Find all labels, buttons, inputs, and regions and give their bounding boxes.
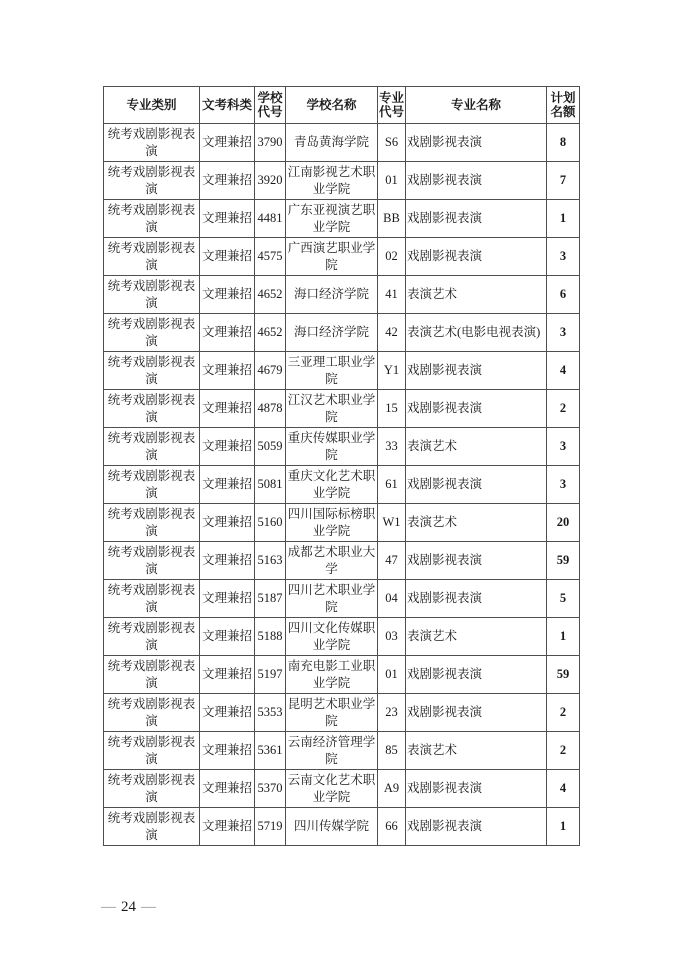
cell-category: 统考戏剧影视表演 — [104, 618, 200, 656]
cell-category: 统考戏剧影视表演 — [104, 390, 200, 428]
admission-plan-table — [103, 86, 580, 846]
cell-major_code: A9 — [378, 770, 406, 808]
cell-category: 统考戏剧影视表演 — [104, 770, 200, 808]
cell-school_code: 3790 — [255, 124, 286, 162]
cell-category: 统考戏剧影视表演 — [104, 504, 200, 542]
cell-category: 统考戏剧影视表演 — [104, 656, 200, 694]
cell-major_code: 33 — [378, 428, 406, 466]
cell-quota: 1 — [547, 808, 580, 846]
cell-major_code: 03 — [378, 618, 406, 656]
cell-category: 统考戏剧影视表演 — [104, 808, 200, 846]
cell-quota: 3 — [547, 238, 580, 276]
table-row — [104, 466, 580, 504]
cell-school_name: 南充电影工业职业学院 — [286, 656, 378, 694]
cell-exam_type: 文理兼招 — [200, 770, 255, 808]
table-row — [104, 352, 580, 390]
cell-school_code: 3920 — [255, 162, 286, 200]
cell-major_code: BB — [378, 200, 406, 238]
cell-major_name: 戏剧影视表演 — [406, 390, 547, 428]
cell-major_name: 戏剧影视表演 — [406, 770, 547, 808]
cell-category: 统考戏剧影视表演 — [104, 732, 200, 770]
cell-major_name: 戏剧影视表演 — [406, 466, 547, 504]
cell-quota: 2 — [547, 732, 580, 770]
cell-school_name: 江南影视艺术职业学院 — [286, 162, 378, 200]
cell-school_name: 四川国际标榜职业学院 — [286, 504, 378, 542]
table-row — [104, 618, 580, 656]
cell-major_name: 戏剧影视表演 — [406, 162, 547, 200]
cell-school_code: 4679 — [255, 352, 286, 390]
table-row — [104, 732, 580, 770]
cell-major_name: 戏剧影视表演 — [406, 238, 547, 276]
cell-major_code: 42 — [378, 314, 406, 352]
cell-exam_type: 文理兼招 — [200, 314, 255, 352]
cell-major_code: 85 — [378, 732, 406, 770]
cell-school_name: 云南经济管理学院 — [286, 732, 378, 770]
cell-school_code: 5719 — [255, 808, 286, 846]
cell-major_code: 02 — [378, 238, 406, 276]
cell-quota: 7 — [547, 162, 580, 200]
cell-school_name: 广西演艺职业学院 — [286, 238, 378, 276]
cell-category: 统考戏剧影视表演 — [104, 580, 200, 618]
cell-school_code: 5163 — [255, 542, 286, 580]
cell-major_code: 66 — [378, 808, 406, 846]
cell-major_name: 表演艺术 — [406, 618, 547, 656]
cell-major_code: S6 — [378, 124, 406, 162]
cell-school_code: 4652 — [255, 276, 286, 314]
cell-exam_type: 文理兼招 — [200, 390, 255, 428]
footer-right-dash: — — [141, 899, 156, 915]
cell-quota: 2 — [547, 694, 580, 732]
cell-quota: 3 — [547, 466, 580, 504]
cell-major_code: 01 — [378, 656, 406, 694]
cell-school_name: 重庆文化艺术职业学院 — [286, 466, 378, 504]
cell-quota: 3 — [547, 314, 580, 352]
cell-exam_type: 文理兼招 — [200, 808, 255, 846]
column-header-exam_type: 文考科类 — [200, 87, 255, 124]
cell-major_name: 表演艺术 — [406, 428, 547, 466]
cell-school_code: 5160 — [255, 504, 286, 542]
cell-category: 统考戏剧影视表演 — [104, 466, 200, 504]
cell-school_name: 四川艺术职业学院 — [286, 580, 378, 618]
cell-major_code: Y1 — [378, 352, 406, 390]
cell-quota: 1 — [547, 618, 580, 656]
cell-exam_type: 文理兼招 — [200, 352, 255, 390]
cell-major_name: 表演艺术 — [406, 276, 547, 314]
table-row — [104, 162, 580, 200]
cell-exam_type: 文理兼招 — [200, 276, 255, 314]
column-header-major_code: 专业代号 — [378, 87, 406, 124]
cell-exam_type: 文理兼招 — [200, 504, 255, 542]
cell-major_name: 戏剧影视表演 — [406, 808, 547, 846]
table-row — [104, 390, 580, 428]
cell-exam_type: 文理兼招 — [200, 618, 255, 656]
table-row — [104, 276, 580, 314]
cell-exam_type: 文理兼招 — [200, 200, 255, 238]
cell-major_code: 23 — [378, 694, 406, 732]
cell-category: 统考戏剧影视表演 — [104, 124, 200, 162]
cell-major_name: 戏剧影视表演 — [406, 656, 547, 694]
cell-major_name: 戏剧影视表演 — [406, 352, 547, 390]
cell-exam_type: 文理兼招 — [200, 428, 255, 466]
cell-category: 统考戏剧影视表演 — [104, 428, 200, 466]
cell-school_code: 5361 — [255, 732, 286, 770]
cell-category: 统考戏剧影视表演 — [104, 314, 200, 352]
table-row — [104, 770, 580, 808]
cell-quota: 59 — [547, 542, 580, 580]
cell-category: 统考戏剧影视表演 — [104, 162, 200, 200]
table-row — [104, 808, 580, 846]
cell-quota: 8 — [547, 124, 580, 162]
table-row — [104, 314, 580, 352]
cell-quota: 2 — [547, 390, 580, 428]
footer-left-dash: — — [101, 899, 116, 915]
cell-quota: 1 — [547, 200, 580, 238]
cell-school_code: 5059 — [255, 428, 286, 466]
cell-school_code: 5187 — [255, 580, 286, 618]
table-row — [104, 580, 580, 618]
cell-major_code: 61 — [378, 466, 406, 504]
column-header-school_code: 学校代号 — [255, 87, 286, 124]
cell-exam_type: 文理兼招 — [200, 656, 255, 694]
cell-category: 统考戏剧影视表演 — [104, 352, 200, 390]
table-row — [104, 504, 580, 542]
cell-school_name: 海口经济学院 — [286, 314, 378, 352]
cell-quota: 59 — [547, 656, 580, 694]
cell-category: 统考戏剧影视表演 — [104, 238, 200, 276]
cell-exam_type: 文理兼招 — [200, 238, 255, 276]
column-header-school_name: 学校名称 — [286, 87, 378, 124]
cell-major_name: 戏剧影视表演 — [406, 694, 547, 732]
page-number: 24 — [121, 899, 136, 915]
cell-school_name: 海口经济学院 — [286, 276, 378, 314]
cell-major_name: 戏剧影视表演 — [406, 542, 547, 580]
cell-major_code: W1 — [378, 504, 406, 542]
cell-major_name: 表演艺术 — [406, 732, 547, 770]
cell-major_name: 戏剧影视表演 — [406, 124, 547, 162]
table-row — [104, 694, 580, 732]
cell-school_name: 四川传媒学院 — [286, 808, 378, 846]
cell-school_name: 青岛黄海学院 — [286, 124, 378, 162]
cell-school_code: 5370 — [255, 770, 286, 808]
cell-school_code: 4652 — [255, 314, 286, 352]
cell-exam_type: 文理兼招 — [200, 162, 255, 200]
cell-major_name: 表演艺术(电影电视表演) — [406, 314, 547, 352]
cell-exam_type: 文理兼招 — [200, 466, 255, 504]
cell-school_code: 4878 — [255, 390, 286, 428]
cell-quota: 20 — [547, 504, 580, 542]
table-row — [104, 124, 580, 162]
cell-major_code: 15 — [378, 390, 406, 428]
cell-exam_type: 文理兼招 — [200, 732, 255, 770]
cell-school_code: 5081 — [255, 466, 286, 504]
cell-major_code: 41 — [378, 276, 406, 314]
cell-quota: 4 — [547, 770, 580, 808]
cell-school_name: 四川文化传媒职业学院 — [286, 618, 378, 656]
cell-major_code: 04 — [378, 580, 406, 618]
column-header-major_name: 专业名称 — [406, 87, 547, 124]
cell-exam_type: 文理兼招 — [200, 580, 255, 618]
cell-school_name: 三亚理工职业学院 — [286, 352, 378, 390]
page-footer — [101, 897, 156, 917]
cell-quota: 5 — [547, 580, 580, 618]
cell-school_name: 成都艺术职业大学 — [286, 542, 378, 580]
table-row — [104, 542, 580, 580]
table-row — [104, 200, 580, 238]
cell-school_code: 5188 — [255, 618, 286, 656]
cell-exam_type: 文理兼招 — [200, 542, 255, 580]
cell-school_name: 昆明艺术职业学院 — [286, 694, 378, 732]
cell-school_name: 重庆传媒职业学院 — [286, 428, 378, 466]
cell-school_code: 5353 — [255, 694, 286, 732]
cell-school_name: 江汉艺术职业学院 — [286, 390, 378, 428]
cell-school_name: 云南文化艺术职业学院 — [286, 770, 378, 808]
cell-quota: 3 — [547, 428, 580, 466]
cell-category: 统考戏剧影视表演 — [104, 694, 200, 732]
table-header-row — [104, 87, 580, 124]
cell-school_code: 4481 — [255, 200, 286, 238]
cell-major_name: 戏剧影视表演 — [406, 200, 547, 238]
cell-school_code: 5197 — [255, 656, 286, 694]
cell-exam_type: 文理兼招 — [200, 694, 255, 732]
cell-major_name: 表演艺术 — [406, 504, 547, 542]
cell-school_code: 4575 — [255, 238, 286, 276]
table-row — [104, 238, 580, 276]
cell-major_code: 47 — [378, 542, 406, 580]
cell-quota: 4 — [547, 352, 580, 390]
cell-quota: 6 — [547, 276, 580, 314]
cell-major_name: 戏剧影视表演 — [406, 580, 547, 618]
cell-major_code: 01 — [378, 162, 406, 200]
cell-school_name: 广东亚视演艺职业学院 — [286, 200, 378, 238]
column-header-quota: 计划名额 — [547, 87, 580, 124]
cell-exam_type: 文理兼招 — [200, 124, 255, 162]
cell-category: 统考戏剧影视表演 — [104, 542, 200, 580]
table-row — [104, 428, 580, 466]
table-row — [104, 656, 580, 694]
cell-category: 统考戏剧影视表演 — [104, 276, 200, 314]
cell-category: 统考戏剧影视表演 — [104, 200, 200, 238]
column-header-category: 专业类别 — [104, 87, 200, 124]
